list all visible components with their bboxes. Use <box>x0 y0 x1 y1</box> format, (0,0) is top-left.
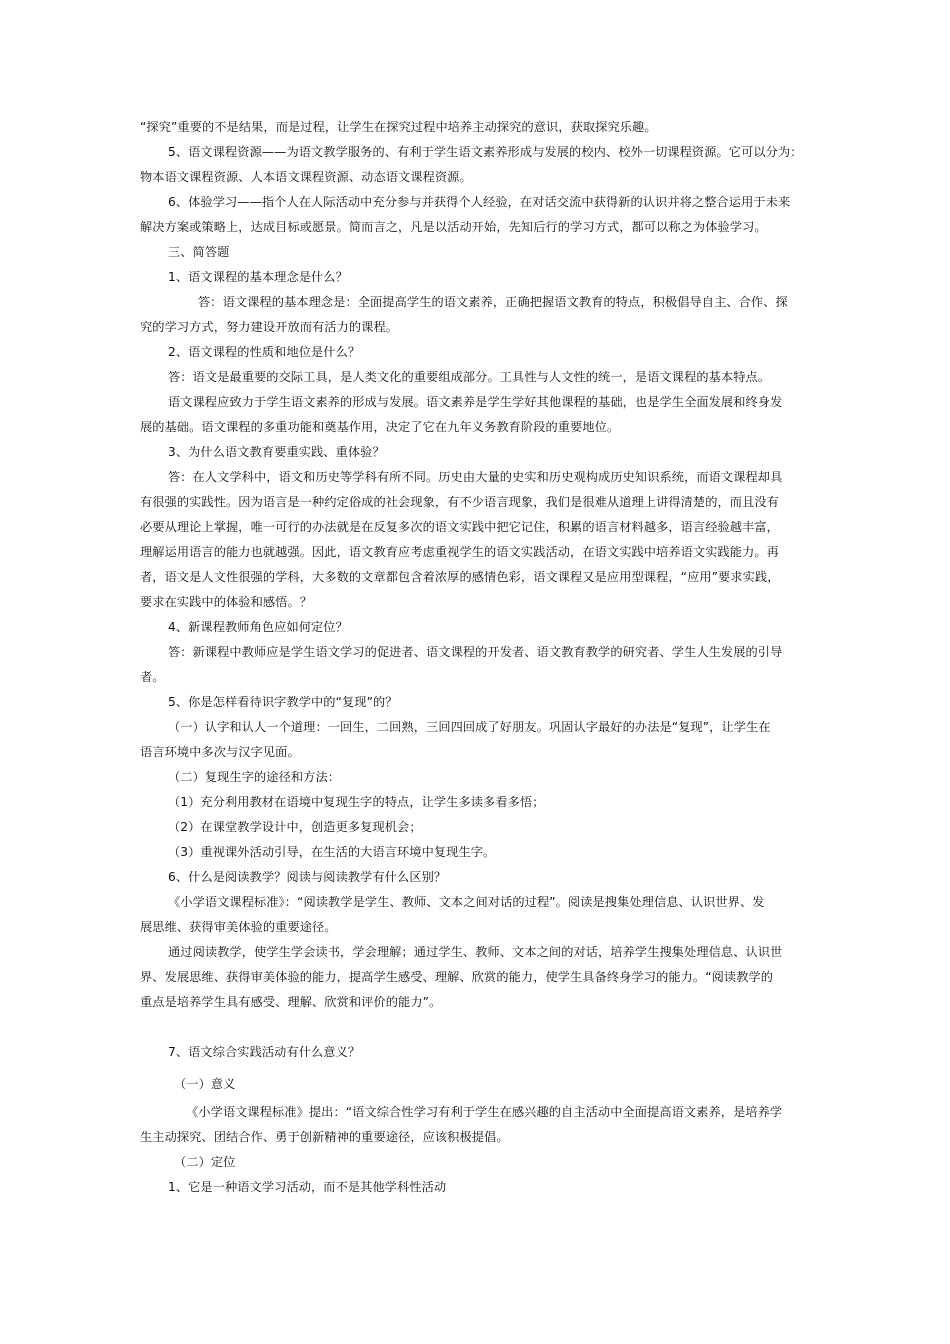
subheading: （二）定位 <box>174 1155 236 1169</box>
answer-line: 答：语文是最重要的交际工具，是人类文化的重要组成部分。工具性与人文性的统一，是语文课程的基本特点。 <box>168 370 771 384</box>
answer-line: 生主动探究、团结合作、勇于创新精神的重要途径，应该积极提倡。 <box>140 1130 509 1144</box>
answer-line: 界、发展思维、获得审美体验的能力，提高学生感受、理解、欣赏的能力，使学生具备终身学习的能力。“阅读教学的 <box>140 970 774 984</box>
text-line: 5、语文课程资源——为语文教学服务的、有利于学生语文素养形成与发展的校内、校外一切课程资源。它可以分为： <box>168 145 803 159</box>
answer-line: 理解运用语言的能力也就越强。因此，语文教育应考虑重视学生的语文实践活动，在语文实践中培养语文实践能力。再 <box>140 545 779 559</box>
answer-line: （二）复现生字的途径和方法： <box>168 770 341 784</box>
question: 4、新课程教师角色应如何定位？ <box>168 620 348 634</box>
answer-line: 1、它是一种语文学习活动，而不是其他学科性活动 <box>168 1180 447 1194</box>
question: 6、什么是阅读教学？阅读与阅读教学有什么区别？ <box>168 870 447 884</box>
text-line: 解决方案或策略上，达成目标或愿景。简而言之，凡是以活动开始，先知后行的学习方式，都可以称之为体验学习。 <box>140 220 767 234</box>
answer-line: 语言环境中多次与汉字见面。 <box>140 745 300 759</box>
text-line: 6、体验学习——指个人在人际活动中充分参与并获得个人经验，在对话交流中获得新的认识并将之整合运用于未来 <box>168 195 791 209</box>
answer-line: 语文课程应致力于学生语文素养的形成与发展。语文素养是学生学好其他课程的基础，也是学生全面发展和终身发 <box>168 395 783 409</box>
text-line: 物本语文课程资源、人本语文课程资源、动态语文课程资源。 <box>140 170 472 184</box>
question: 1、语文课程的基本理念是什么？ <box>168 270 348 284</box>
answer-line: 《小学语文课程标准》：“阅读教学是学生、教师、文本之间对话的过程”。阅读是搜集处理信息、认识世界、发 <box>168 895 765 909</box>
answer-line: （3）重视课外活动引导，在生活的大语言环境中复现生字。 <box>168 845 496 859</box>
answer-line: （2）在课堂教学设计中，创造更多复现机会； <box>168 820 422 834</box>
answer-line: 要求在实践中的体验和感悟。？ <box>140 595 313 609</box>
answer-line: 者，语文是人文性很强的学科，大多数的文章都包含着浓厚的感情色彩，语文课程又是应用型课程，“应用”要求实践， <box>140 570 780 584</box>
question: 3、为什么语文教育要重实践、重体验？ <box>168 445 385 459</box>
question: 5、你是怎样看待识字教学中的“复现”的？ <box>168 695 398 709</box>
answer-line: 有很强的实践性。因为语言是一种约定俗成的社会现象，有不少语言现象，我们是很难从道理上讲得清楚的，而且没有 <box>140 495 779 509</box>
subheading: （一）意义 <box>174 1077 236 1091</box>
answer-line: 必要从理论上掌握，唯一可行的办法就是在反复多次的语文实践中把它记住，积累的语言材料越多，语言经验越丰富， <box>140 520 779 534</box>
answer-line: （1）充分利用教材在语境中复现生字的特点，让学生多读多看多悟； <box>168 795 545 809</box>
answer-line: 者。 <box>140 670 165 684</box>
answer-line: 展的基础。语文课程的多重功能和奠基作用，决定了它在九年义务教育阶段的重要地位。 <box>140 420 620 434</box>
question: 7、语文综合实践活动有什么意义？ <box>168 1045 361 1059</box>
answer-line: 答：语文课程的基本理念是：全面提高学生的语文素养，正确把握语文教育的特点，积极倡导自主、合作、探 <box>198 295 788 309</box>
answer-line: 通过阅读教学，使学生学会读书，学会理解；通过学生、教师、文本之间的对话，培养学生搜集处理信息、认识世 <box>168 945 783 959</box>
answer-line: 答：新课程中教师应是学生语文学习的促进者、语文课程的开发者、语文教育教学的研究者、学生人生发展的引导 <box>168 645 783 659</box>
question: 2、语文课程的性质和地位是什么？ <box>168 345 361 359</box>
answer-line: 《小学语文课程标准》提出：“语文综合性学习有利于学生在感兴趣的自主活动中全面提高语文素养，是培养学 <box>186 1105 783 1119</box>
answer-line: 展思维、获得审美体验的重要途径。 <box>140 920 337 934</box>
answer-line: （一）认字和认人一个道理：一回生，二回熟，三回四回成了好朋友。巩固认字最好的办法是“复现”，让学生在 <box>168 720 771 734</box>
answer-line: 重点是培养学生具有感受、理解、欣赏和评价的能力”。 <box>140 995 442 1009</box>
text-line: “探究”重要的不是结果，而是过程，让学生在探究过程中培养主动探究的意识，获取探究乐趣。 <box>140 120 657 134</box>
answer-line: 答：在人文学科中，语文和历史等学科有所不同。历史由大量的史实和历史观构成历史知识系统，而语文课程却具 <box>168 470 783 484</box>
section-heading: 三、简答题 <box>168 245 230 259</box>
answer-line: 究的学习方式，努力建设开放而有活力的课程。 <box>140 320 399 334</box>
